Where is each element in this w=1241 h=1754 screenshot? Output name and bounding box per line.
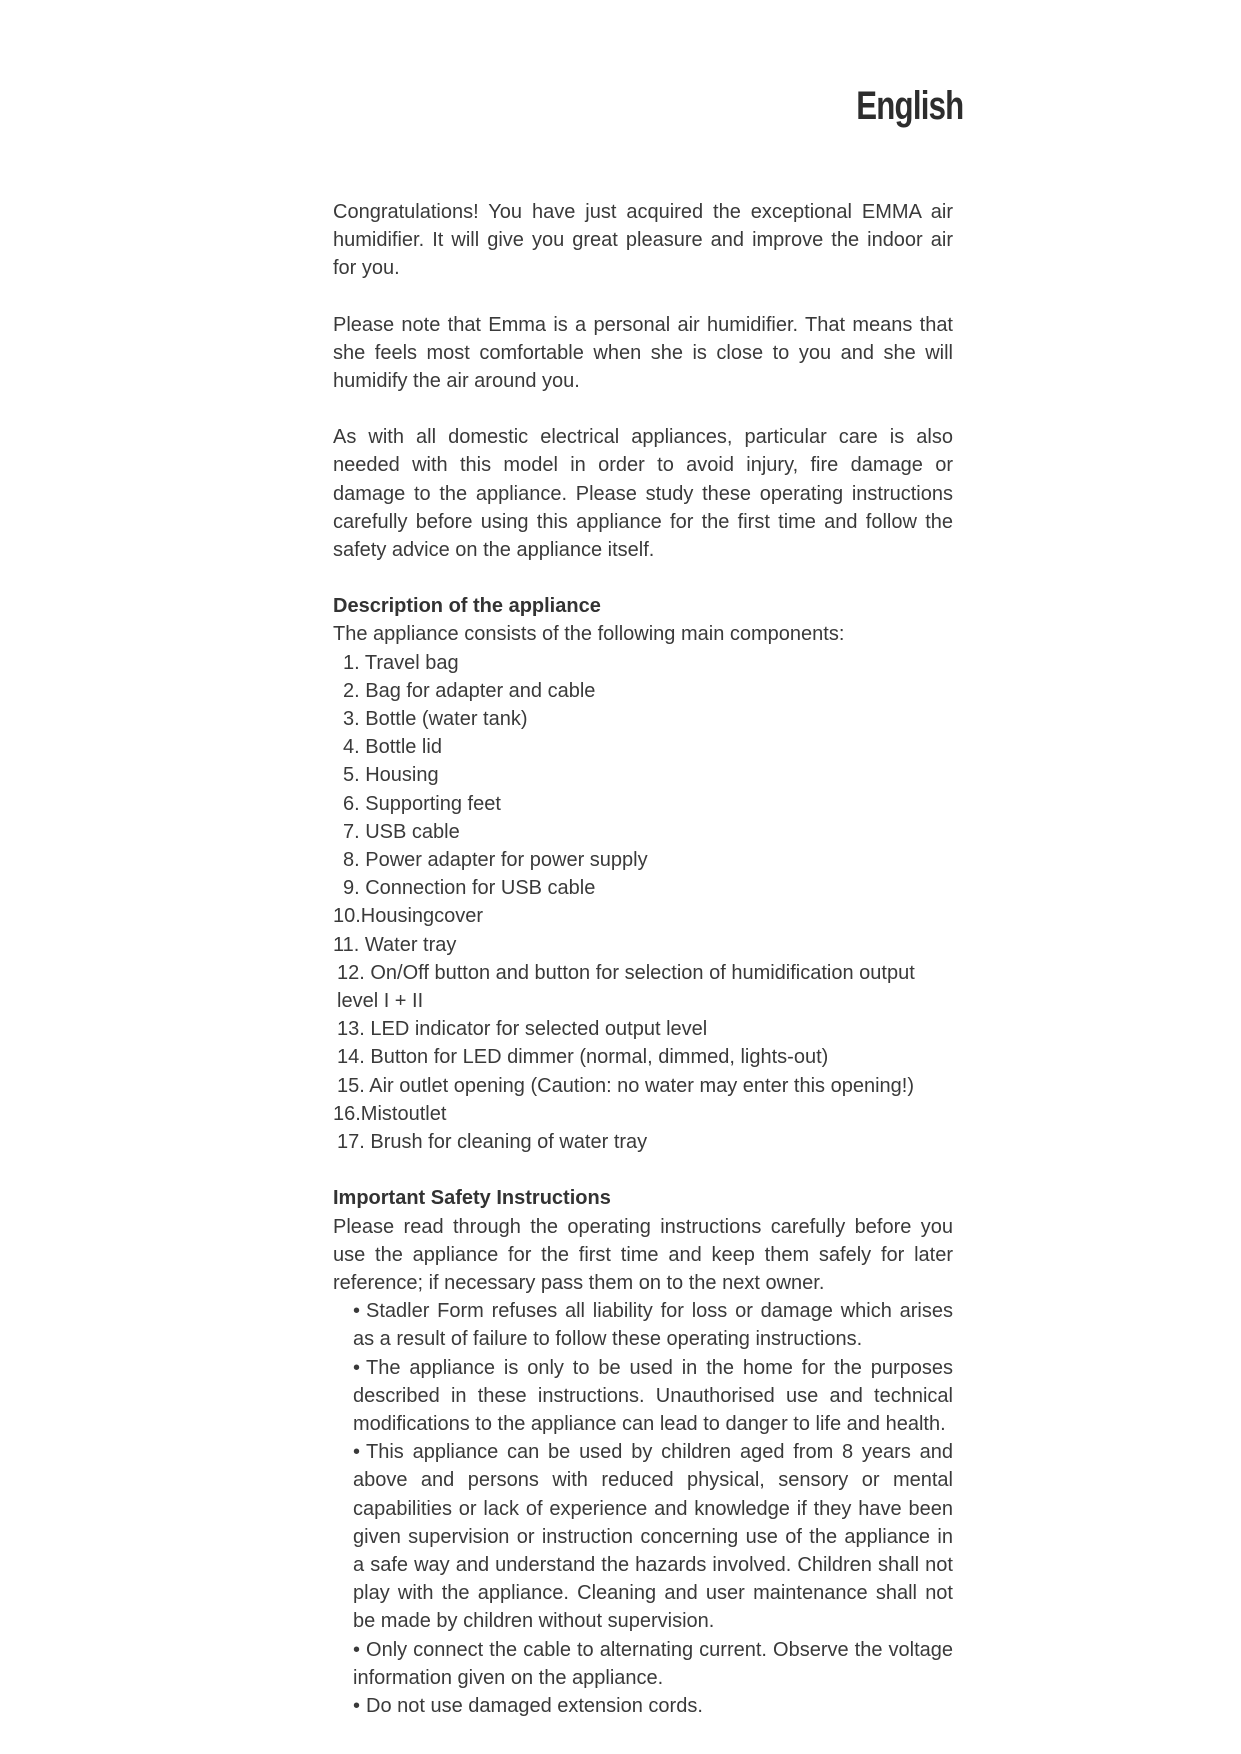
- component-item: 13. LED indicator for selected output level: [337, 1018, 708, 1041]
- component-item: 11. Water tray: [333, 933, 457, 956]
- bullet-icon: •: [353, 1694, 361, 1717]
- component-item: 9. Connection for USB cable: [343, 877, 596, 900]
- bullet-icon: •: [353, 1356, 361, 1379]
- component-item: 7. USB cable: [343, 820, 460, 843]
- component-item: 16.Mistoutlet: [333, 1102, 447, 1125]
- intro-paragraph-1: Congratulations! You have just acquired the exceptional EMMA air humidifier. It will give you great pleasure and improve the indoor air for you.: [333, 201, 953, 280]
- language-heading: English: [855, 84, 963, 128]
- safety-list: [333, 1297, 953, 1720]
- component-item: 2. Bag for adapter and cable: [343, 679, 596, 702]
- component-item: 8. Power adapter for power supply: [343, 849, 648, 872]
- intro-paragraph-2: Please note that Emma is a personal air humidifier. That means that she feels most comfortable when she is close to you and she will humidify the air around you.: [333, 313, 953, 393]
- safety-item-text: Do not use damaged extension cords.: [366, 1694, 703, 1717]
- bullet-icon: •: [353, 1638, 361, 1661]
- safety-item: [353, 1692, 953, 1720]
- component-item: 3. Bottle (water tank): [343, 708, 528, 731]
- safety-item-text: This appliance can be used by children aged from 8 years and above and persons with reduced physical, sensory or mental capabilities or lack of experience and knowledge if they have been given supervision or instruction concerning use of the appliance in a safe way and understand the hazards involved. Children shall not play with the appliance. Cleaning and user maintenance shall not be made by children without supervision.: [353, 1441, 953, 1633]
- safety-item-text: Only connect the cable to alternating current. Observe the voltage information given on the appliance.: [353, 1638, 953, 1689]
- component-item: 17. Brush for cleaning of water tray: [337, 1131, 648, 1154]
- component-item: 12. On/Off button and button for selection of humidification output level I + II: [337, 961, 915, 1013]
- safety-item: [353, 1438, 953, 1635]
- safety-item: [353, 1636, 953, 1692]
- safety-item: [353, 1297, 953, 1353]
- description-intro: The appliance consists of the following main components:: [333, 623, 845, 646]
- bullet-icon: •: [353, 1441, 361, 1464]
- component-item: 4. Bottle lid: [343, 736, 442, 759]
- component-item: 15. Air outlet opening (Caution: no water may enter this opening!): [337, 1074, 915, 1097]
- components-list: [333, 649, 953, 1157]
- safety-item: [353, 1354, 953, 1439]
- document-body: [333, 198, 953, 1720]
- description-heading: Description of the appliance: [333, 595, 601, 618]
- safety-item-text: Stadler Form refuses all liability for loss or damage which arises as a result of failure to follow these operating instructions.: [353, 1300, 953, 1351]
- component-item: 5. Housing: [343, 764, 439, 787]
- intro-paragraph-3: As with all domestic electrical appliances, particular care is also needed with this model in order to avoid injury, fire damage or damage to the appliance. Please study these operating instructions carefully before using this appliance for the first time and follow the safety advice on the appliance itself.: [333, 426, 953, 562]
- component-item: 10.Housingcover: [333, 905, 484, 928]
- safety-heading: Important Safety Instructions: [333, 1187, 611, 1210]
- bullet-icon: •: [353, 1300, 361, 1323]
- component-item: 1. Travel bag: [343, 651, 459, 674]
- safety-item-text: The appliance is only to be used in the home for the purposes described in these instructions. Unauthorised use and technical modifications to the appliance can lead to danger to life and health.: [353, 1356, 953, 1435]
- safety-intro: Please read through the operating instructions carefully before you use the appliance for the first time and keep them safely for later reference; if necessary pass them on to the next owner.: [333, 1215, 953, 1294]
- component-item: 14. Button for LED dimmer (normal, dimmed, lights-out): [337, 1046, 829, 1069]
- component-item: 6. Supporting feet: [343, 792, 501, 815]
